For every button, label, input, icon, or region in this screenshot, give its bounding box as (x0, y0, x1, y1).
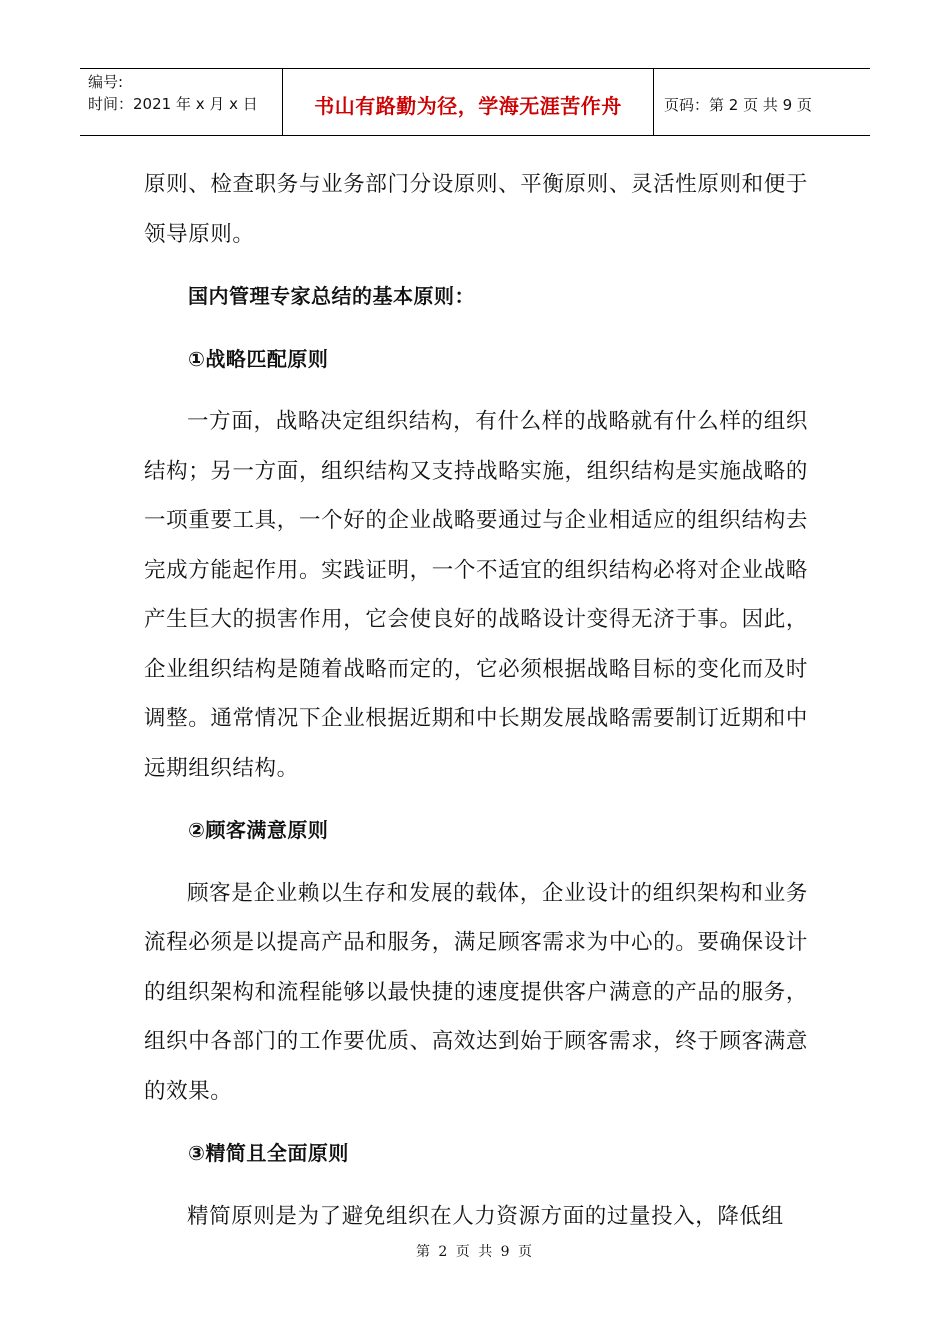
header-meta-cell (80, 69, 283, 135)
paragraph-lean-comprehensive: 精简原则是为了避免组织在人力资源方面的过量投入，降低组 (187, 1203, 784, 1229)
document-body (144, 160, 808, 1254)
paragraph-strategy-match: 一方面，战略决定组织结构，有什么样的战略就有什么样的组织结构；另一方面，组织结构又支持战略实施，组织结构是实施战略的一项重要工具，一个好的企业战略要通过与企业相适应的组织结构去完成方能起作用。实践证明，一个不适宜的组织结构必将对企业战略产生巨大的损害作用，它会使良好的战略设计变得无济于事。因此，企业组织结构是随着战略而定的，它必须根据战略目标的变化而及时调整。通常情况下企业根据近期和中长期发展战略需要制订近期和中远期组织结构。 (144, 409, 808, 781)
document-number-label: 编号: (88, 73, 124, 91)
section-heading-customer-satisfaction: ②顾客满意原则 (188, 818, 329, 842)
header-page-number: 页码：第 2 页 共 9 页 (664, 95, 812, 114)
section-heading-strategy-match: ①战略匹配原则 (188, 346, 329, 371)
header-motto: 书山有路勤为径，学海无涯苦作舟 (283, 69, 654, 135)
document-date-label: 时间：2021 年 x 月 x 日 (88, 95, 258, 113)
page-footer: 第 2 页 共 9 页 (415, 1244, 535, 1260)
document-header (80, 68, 870, 136)
section-heading-domestic-principles: 国内管理专家总结的基本原则： (188, 284, 475, 308)
paragraph-continued: 原则、检查职务与业务部门分设原则、平衡原则、灵活性原则和便于领导原则。 (144, 172, 808, 247)
paragraph-customer-satisfaction: 顾客是企业赖以生存和发展的载体，企业设计的组织架构和业务流程必须是以提高产品和服务，满足顾客需求为中心的。要确保设计的组织架构和流程能够以最快捷的速度提供客户满意的产品的服务，组织中各部门的工作要优质、高效达到始于顾客需求，终于顾客满意的效果。 (144, 880, 808, 1104)
section-heading-lean-comprehensive: ③精简且全面原则 (188, 1141, 349, 1165)
